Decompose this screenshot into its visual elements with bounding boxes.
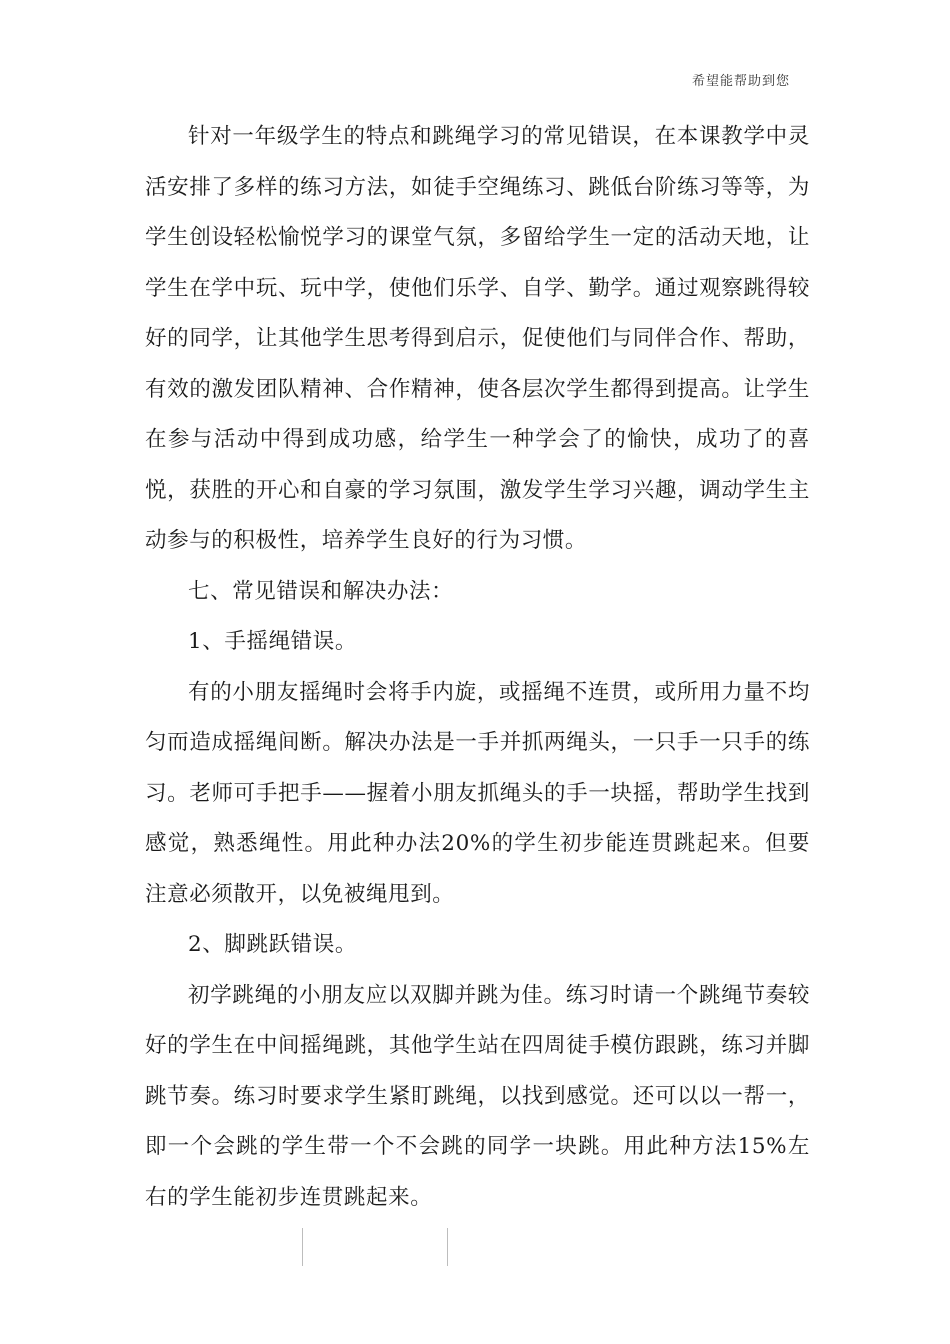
footer-divider-left — [302, 1228, 303, 1266]
footer-divider-right — [447, 1228, 448, 1266]
paragraph-foot-jump-errors: 初学跳绳的小朋友应以双脚并跳为佳。练习时请一个跳绳节奏较好的学生在中间摇绳跳，其他学生站在四周徒手模仿跟跳，练习并脚跳节奏。练习时要求学生紧盯跳绳，以找到感觉。还可以以一帮一，即一个会跳的学生带一个不会跳的同学一块跳。用此种方法15%左右的学生能初步连贯跳起来。 — [145, 982, 810, 1210]
paragraph-teaching-summary: 针对一年级学生的特点和跳绳学习的常见错误，在本课教学中灵活安排了多样的练习方法，如徒手空绳练习、跳低台阶练习等等，为学生创设轻松愉悦学习的课堂气氛，多留给学生一定的活动天地，让学生在学中玩、玩中学，使他们乐学、自学、勤学。通过观察跳得较好的同学，让其他学生思考得到启示，促使他们与同伴合作、帮助，有效的激发团队精神、合作精神，使各层次学生都得到提高。让学生在参与活动中得到成功感，给学生一种学会了的愉快，成功了的喜悦，获胜的开心和自豪的学习氛围，激发学生学习兴趣，调动学生主动参与的积极性，培养学生良好的行为习惯。 — [145, 124, 810, 553]
header-note: 希望能帮助到您 — [691, 74, 790, 89]
item-heading-foot-jump: 2、脚跳跃错误。 — [188, 932, 357, 957]
section-heading-common-errors: 七、常见错误和解决办法： — [188, 578, 454, 604]
item-heading-hand-rope: 1、手摇绳错误。 — [188, 629, 357, 654]
paragraph-hand-rope-errors: 有的小朋友摇绳时会将手内旋，或摇绳不连贯，或所用力量不均匀而造成摇绳间断。解决办法是一手并抓两绳头，一只手一只手的练习。老师可手把手——握着小朋友抓绳头的手一块摇，帮助学生找到感觉，熟悉绳性。用此种办法20%的学生初步能连贯跳起来。但要注意必须散开，以免被绳甩到。 — [145, 679, 810, 907]
document-body — [145, 112, 810, 1223]
